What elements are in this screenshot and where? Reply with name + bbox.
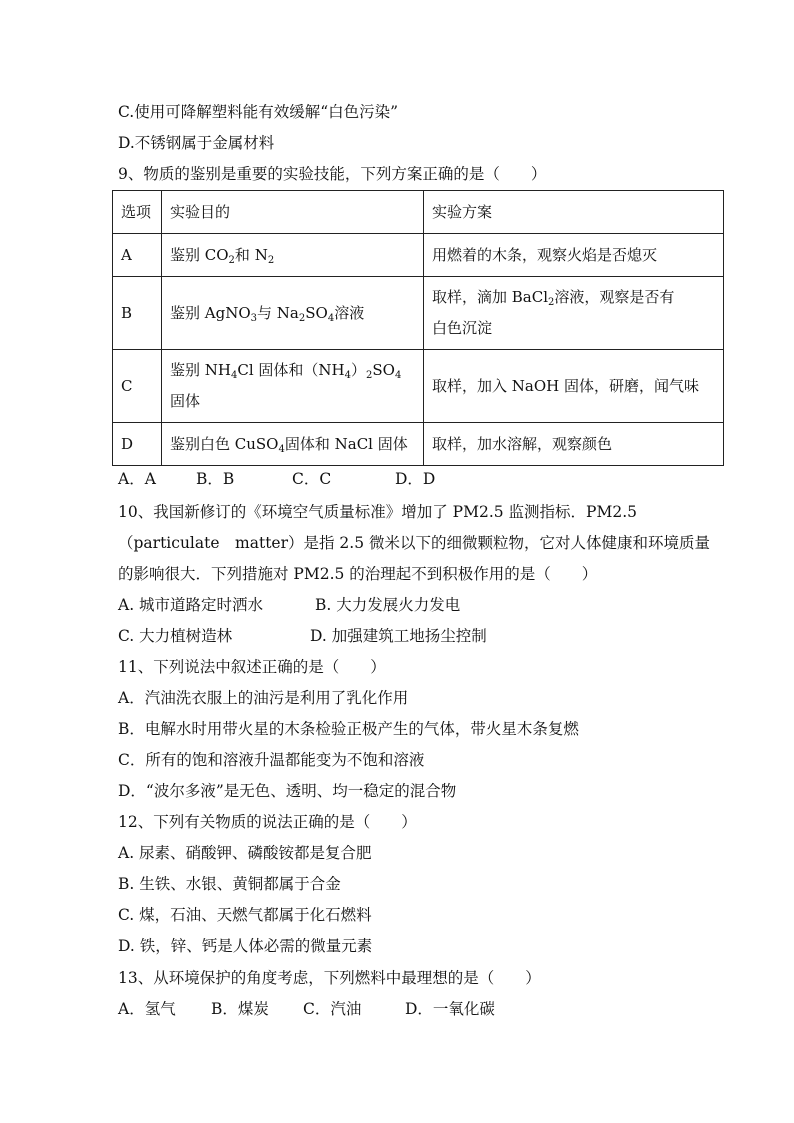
row-b-purpose: 鉴别 AgNO$_3$与 $Na_2SO_4$溶液 [162,277,424,350]
q11-option-d: D．“波尔多液”是无色、透明、均一稳定的混合物 [118,782,457,800]
row-c-plan: 取样，加入 NaOH 固体，研磨，闻气味 [424,350,724,423]
header-plan: 实验方案 [424,191,724,234]
q10-option-b: B. 大力发展火力发电 [315,596,461,614]
row-a-plan: 用燃着的木条，观察火焰是否熄灭 [424,234,724,277]
q10-option-a: A. 城市道路定时洒水 [118,596,264,614]
row-b-option: B [113,277,162,350]
row-d-purpose: 鉴别白色 CuSO$_4$固体和 NaCl 固体 [162,423,424,466]
q13-option-c: C．汽油 [303,1000,362,1018]
q8-option-c: C.使用可降解塑料能有效缓解“白色污染” [118,103,399,121]
q12-option-c: C. 煤，石油、天燃气都属于化石燃料 [118,906,372,924]
q10-line1: 10、我国新修订的《环境空气质量标准》增加了 PM2.5 监测指标．PM2.5 [118,503,637,521]
q10-options-ab [118,594,460,616]
row-d-option: D [113,423,162,466]
q9-answer-d: D．D [395,470,436,488]
q9-answer-a: A．A [118,470,156,488]
row-a-option: A [113,234,162,277]
q12-option-d: D. 铁，锌、钙是人体必需的微量元素 [118,937,373,955]
q9-table [112,190,724,466]
q12-option-a: A. 尿素、硝酸钾、磷酸铵都是复合肥 [118,844,372,862]
q10-option-d: D. 加强建筑工地扬尘控制 [310,627,487,645]
row-d-plan: 取样，加水溶解，观察颜色 [424,423,724,466]
q10-line3: 的影响很大．下列措施对 PM2.5 的治理起不到积极作用的是（ ） [118,565,598,583]
q11-stem: 11、下列说法中叙述正确的是（ ） [118,658,386,676]
table-row [113,423,724,466]
table-row [113,234,724,277]
row-b-plan: 取样，滴加 BaCl$_2$溶液，观察是否有 白色沉淀 [424,277,724,350]
q10-option-c: C. 大力植树造林 [118,627,233,645]
row-c-option: C [113,350,162,423]
q13-options [118,998,495,1020]
q13-option-d: D．一氧化碳 [405,1000,495,1018]
row-a-purpose: 鉴别 $CO_2$和 $N_2$ [162,234,424,277]
q9-answer-b: B．B [196,470,235,488]
header-option: 选项 [113,191,162,234]
q11-option-a: A．汽油洗衣服上的油污是利用了乳化作用 [118,689,409,707]
table-header-row [113,191,724,234]
row-c-purpose: 鉴别 $NH_4Cl$ 固体和$(NH_4)_2SO_4$ 固体 [162,350,424,423]
header-purpose: 实验目的 [162,191,424,234]
q13-option-a: A．氢气 [118,1000,176,1018]
q12-option-b: B. 生铁、水银、黄铜都属于合金 [118,875,341,893]
q13-option-b: B．煤炭 [211,1000,269,1018]
q9-stem: 9、物质的鉴别是重要的实验技能，下列方案正确的是（ ） [118,165,547,183]
q9-answer-c: C．C [292,470,332,488]
q10-line2: （particulate matter）是指 2.5 微米以下的细微颗粒物，它对人体健康和环境质量 [118,534,711,552]
q8-option-d: D.不锈钢属于金属材料 [118,134,275,152]
q10-options-cd [118,625,487,647]
table-row [113,277,724,350]
q12-stem: 12、下列有关物质的说法正确的是（ ） [118,813,417,831]
table-row [113,350,724,423]
q11-option-c: C．所有的饱和溶液升温都能变为不饱和溶液 [118,751,425,769]
q11-option-b: B．电解水时用带火星的木条检验正极产生的气体，带火星木条复燃 [118,720,579,738]
q9-answers [118,468,435,490]
q13-stem: 13、从环境保护的角度考虑，下列燃料中最理想的是（ ） [118,969,541,987]
